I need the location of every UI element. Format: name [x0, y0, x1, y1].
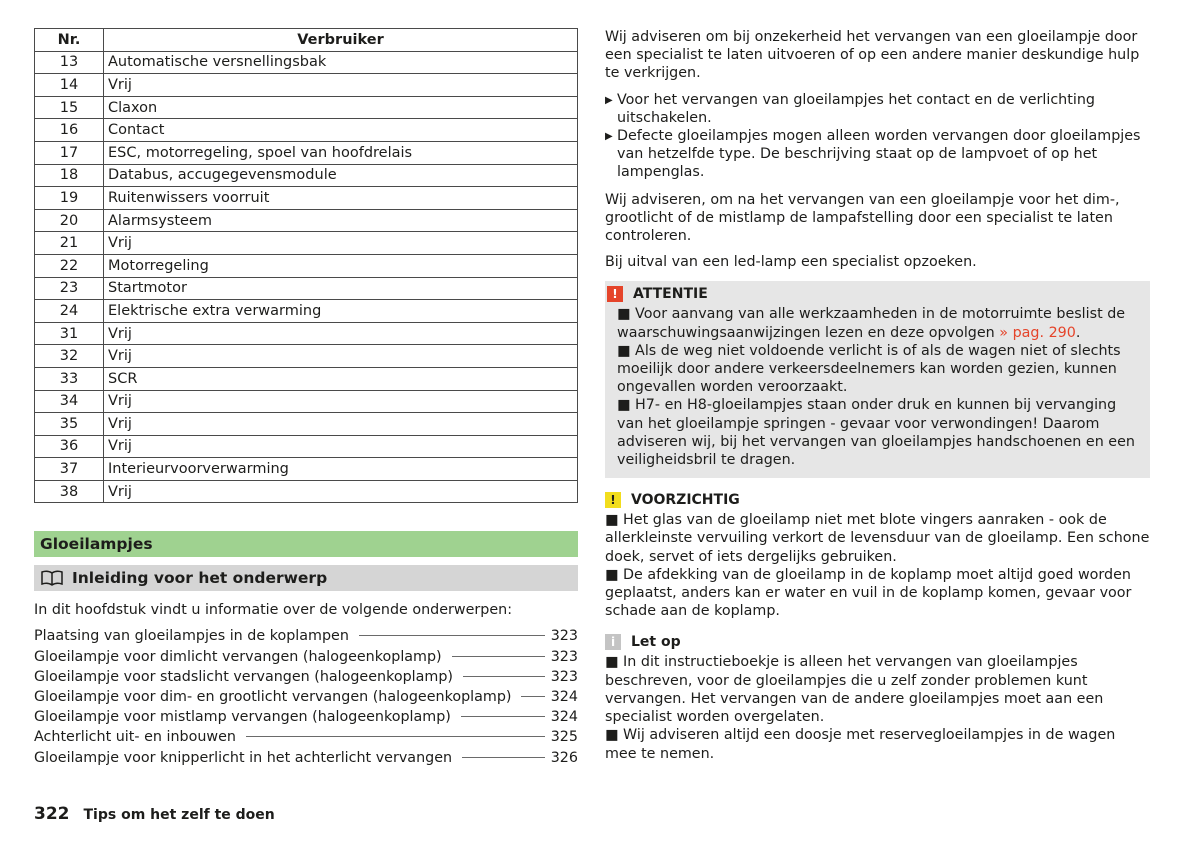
- fuse-number-cell: 16: [35, 119, 104, 142]
- letop-item: ■ In dit instructieboekje is alleen het vervangen van gloeilampjes beschreven, voor de gloeilampjes die u zelf zonder problemen kunt vervangen. Het vervangen van de andere gloeilampjes moet aan een specialist worden overgelaten.: [605, 654, 1104, 726]
- attentie-header: [612, 284, 1140, 304]
- exclamation-icon: !: [605, 492, 621, 508]
- toc-entry-page: 324: [550, 709, 578, 726]
- instruction-text: Voor het vervangen van gloeilampjes het contact en de verlichting uitschakelen.: [617, 91, 1095, 126]
- toc-leader-line: [521, 696, 544, 697]
- fuse-number-cell: 34: [35, 390, 104, 413]
- table-row: [35, 164, 578, 187]
- consumer-cell: Motorregeling: [104, 254, 578, 277]
- toc-entry-page: 326: [550, 749, 578, 766]
- exclamation-icon: !: [607, 286, 623, 302]
- consumer-cell: Vrij: [104, 390, 578, 413]
- table-row: [35, 74, 578, 97]
- consumer-cell: Interieurvoorverwarming: [104, 458, 578, 481]
- table-row: [35, 232, 578, 255]
- fuse-number-cell: 21: [35, 232, 104, 255]
- fuse-number-cell: 36: [35, 435, 104, 458]
- letop-item: ■ Wij adviseren altijd een doosje met reservegloeilampjes in de wagen mee te nemen.: [605, 727, 1116, 762]
- arrow-icon: ▶: [605, 131, 613, 143]
- intro-text: In dit hoofdstuk vindt u informatie over de volgende onderwerpen:: [34, 602, 513, 619]
- voorzichtig-item: ■ De afdekking van de gloeilamp in de koplamp moet altijd goed worden geplaatst, anders kan er water en vuil in de koplamp komen, gevaar voor schade aan de koplamp.: [605, 566, 1132, 620]
- consumer-cell: Databus, accugegevensmodule: [104, 164, 578, 187]
- book-icon: [40, 570, 64, 586]
- toc-entry-title: Gloeilampje voor dim- en grootlicht vervangen (halogeenkoplamp): [34, 689, 512, 706]
- table-of-contents: [34, 628, 578, 769]
- fuse-number-cell: 17: [35, 141, 104, 164]
- table-row: [35, 345, 578, 368]
- toc-entry-page: 323: [550, 668, 578, 685]
- consumer-cell: Vrij: [104, 435, 578, 458]
- toc-entry[interactable]: [34, 729, 578, 749]
- toc-entry-title: Gloeilampje voor stadslicht vervangen (halogeenkoplamp): [34, 668, 453, 685]
- paragraph-led: Bij uitval van een led-lamp een specialist opzoeken.: [605, 254, 977, 271]
- attentie-title: ATTENTIE: [633, 286, 708, 303]
- toc-entry-page: 324: [550, 689, 578, 706]
- table-row: [35, 141, 578, 164]
- fuse-number-cell: 19: [35, 187, 104, 210]
- toc-entry[interactable]: [34, 709, 578, 729]
- consumer-cell: Vrij: [104, 232, 578, 255]
- toc-leader-line: [359, 635, 545, 636]
- page-reference-link[interactable]: » pag. 290: [999, 324, 1076, 341]
- column-header-nr: Nr.: [35, 29, 104, 52]
- table-row: [35, 458, 578, 481]
- page-footer: [34, 804, 275, 824]
- fuse-number-cell: 31: [35, 322, 104, 345]
- voorzichtig-box: [605, 490, 1150, 620]
- column-header-verbruiker: Verbruiker: [104, 29, 578, 52]
- paragraph-advice: Wij adviseren om bij onzekerheid het vervangen van een gloeilampje door een specialist te laten uitvoeren of op een andere manier deskundige hulp te verkrijgen.: [605, 29, 1140, 82]
- voorzichtig-header: [605, 490, 1150, 510]
- consumer-cell: Vrij: [104, 413, 578, 436]
- table-row: [35, 367, 578, 390]
- toc-entry[interactable]: [34, 669, 578, 689]
- consumer-cell: Vrij: [104, 480, 578, 503]
- toc-entry[interactable]: [34, 628, 578, 648]
- instruction-text: Defecte gloeilampjes mogen alleen worden vervangen door gloeilampjes van hetzelfde type. De beschrijving staat op de lampvoet of op het lampenglas.: [617, 128, 1141, 181]
- right-column: [605, 28, 1150, 763]
- consumer-cell: Startmotor: [104, 277, 578, 300]
- consumer-cell: Vrij: [104, 74, 578, 97]
- consumer-cell: Elektrische extra verwarming: [104, 300, 578, 323]
- attentie-box: [605, 281, 1150, 478]
- toc-entry-title: Gloeilampje voor mistlamp vervangen (halogeenkoplamp): [34, 709, 451, 726]
- attentie-item: ■ H7- en H8-gloeilampjes staan onder druk en kunnen bij vervanging van het gloeilampje springen - gevaar voor verwondingen! Daarom adviseren wij, bij het vervangen van gloeilampjes handschoenen en een veiligheidsbril te dragen.: [617, 397, 1135, 469]
- page-number: 322: [34, 804, 70, 824]
- fuse-number-cell: 38: [35, 480, 104, 503]
- consumer-cell: SCR: [104, 367, 578, 390]
- consumer-cell: Ruitenwissers voorruit: [104, 187, 578, 210]
- subsection-title: Inleiding voor het onderwerp: [72, 569, 328, 588]
- fuse-number-cell: 20: [35, 209, 104, 232]
- footer-title: Tips om het zelf te doen: [83, 807, 275, 823]
- toc-entry-page: 323: [550, 648, 578, 665]
- fuse-number-cell: 37: [35, 458, 104, 481]
- paragraph-adjust: Wij adviseren, om na het vervangen van een gloeilampje voor het dim-, grootlicht of de mistlamp de lampafstelling door een specialist te laten controleren.: [605, 191, 1120, 245]
- table-row: [35, 390, 578, 413]
- consumer-cell: ESC, motorregeling, spoel van hoofdrelais: [104, 141, 578, 164]
- info-icon: i: [605, 634, 621, 650]
- instruction-item: [605, 91, 1150, 127]
- attentie-item-text: ■ Voor aanvang van alle werkzaamheden in de motorruimte beslist de waarschuwingsaanwijzingen lezen en deze opvolgen: [617, 306, 1126, 341]
- table-row: [35, 187, 578, 210]
- letop-box: [605, 632, 1150, 762]
- table-row: [35, 300, 578, 323]
- toc-entry-page: 325: [550, 729, 578, 746]
- fuse-number-cell: 33: [35, 367, 104, 390]
- consumer-cell: Vrij: [104, 322, 578, 345]
- fuse-number-cell: 15: [35, 96, 104, 119]
- fuse-number-cell: 32: [35, 345, 104, 368]
- table-row: [35, 209, 578, 232]
- consumer-cell: Alarmsysteem: [104, 209, 578, 232]
- toc-entry[interactable]: [34, 649, 578, 669]
- fuse-number-cell: 14: [35, 74, 104, 97]
- toc-entry[interactable]: [34, 689, 578, 709]
- toc-entry[interactable]: [34, 750, 578, 770]
- toc-entry-title: Achterlicht uit- en inbouwen: [34, 729, 236, 746]
- fuse-table-body: [35, 51, 578, 503]
- table-row: [35, 435, 578, 458]
- table-row: [35, 413, 578, 436]
- table-row: [35, 51, 578, 74]
- consumer-cell: Contact: [104, 119, 578, 142]
- letop-title: Let op: [631, 634, 681, 651]
- toc-entry-page: 323: [550, 628, 578, 645]
- toc-entry-title: Plaatsing van gloeilampjes in de koplampen: [34, 628, 349, 645]
- consumer-cell: Automatische versnellingsbak: [104, 51, 578, 74]
- table-row: [35, 480, 578, 503]
- section-title: Gloeilampjes: [34, 531, 578, 557]
- fuse-number-cell: 13: [35, 51, 104, 74]
- fuse-table: [34, 28, 578, 503]
- table-row: [35, 322, 578, 345]
- toc-leader-line: [461, 716, 545, 717]
- attentie-item: ■ Voor aanvang van alle werkzaamheden in de motorruimte beslist de waarschuwingsaanwijzingen lezen en deze opvolgen » pag. 290.: [617, 306, 1126, 341]
- toc-leader-line: [452, 656, 545, 657]
- fuse-number-cell: 18: [35, 164, 104, 187]
- voorzichtig-item: ■ Het glas van de gloeilamp niet met blote vingers aanraken - ook de allerkleinste vervuiling verkort de levensduur van de gloeilamp. Een schone doek, servet of iets dergelijks gebruiken.: [605, 512, 1150, 565]
- toc-entry-title: Gloeilampje voor knipperlicht in het achterlicht vervangen: [34, 749, 453, 766]
- subsection-header: [34, 565, 578, 591]
- table-row: [35, 119, 578, 142]
- consumer-cell: Vrij: [104, 345, 578, 368]
- instruction-item: [605, 127, 1150, 182]
- table-header-row: [35, 29, 578, 52]
- arrow-icon: ▶: [605, 94, 613, 106]
- table-row: [35, 277, 578, 300]
- left-column: [34, 28, 578, 770]
- toc-entry-title: Gloeilampje voor dimlicht vervangen (halogeenkoplamp): [34, 648, 442, 665]
- toc-leader-line: [463, 676, 545, 677]
- toc-leader-line: [246, 736, 545, 737]
- fuse-number-cell: 35: [35, 413, 104, 436]
- table-row: [35, 254, 578, 277]
- letop-header: [605, 632, 1150, 652]
- fuse-number-cell: 24: [35, 300, 104, 323]
- toc-leader-line: [462, 757, 545, 758]
- fuse-number-cell: 23: [35, 277, 104, 300]
- fuse-number-cell: 22: [35, 254, 104, 277]
- table-row: [35, 96, 578, 119]
- voorzichtig-title: VOORZICHTIG: [631, 492, 740, 509]
- attentie-item: ■ Als de weg niet voldoende verlicht is of als de wagen niet of slechts moeilijk door andere verkeersdeelnemers kan worden gezien, kunnen ongevallen worden veroorzaakt.: [617, 342, 1121, 396]
- consumer-cell: Claxon: [104, 96, 578, 119]
